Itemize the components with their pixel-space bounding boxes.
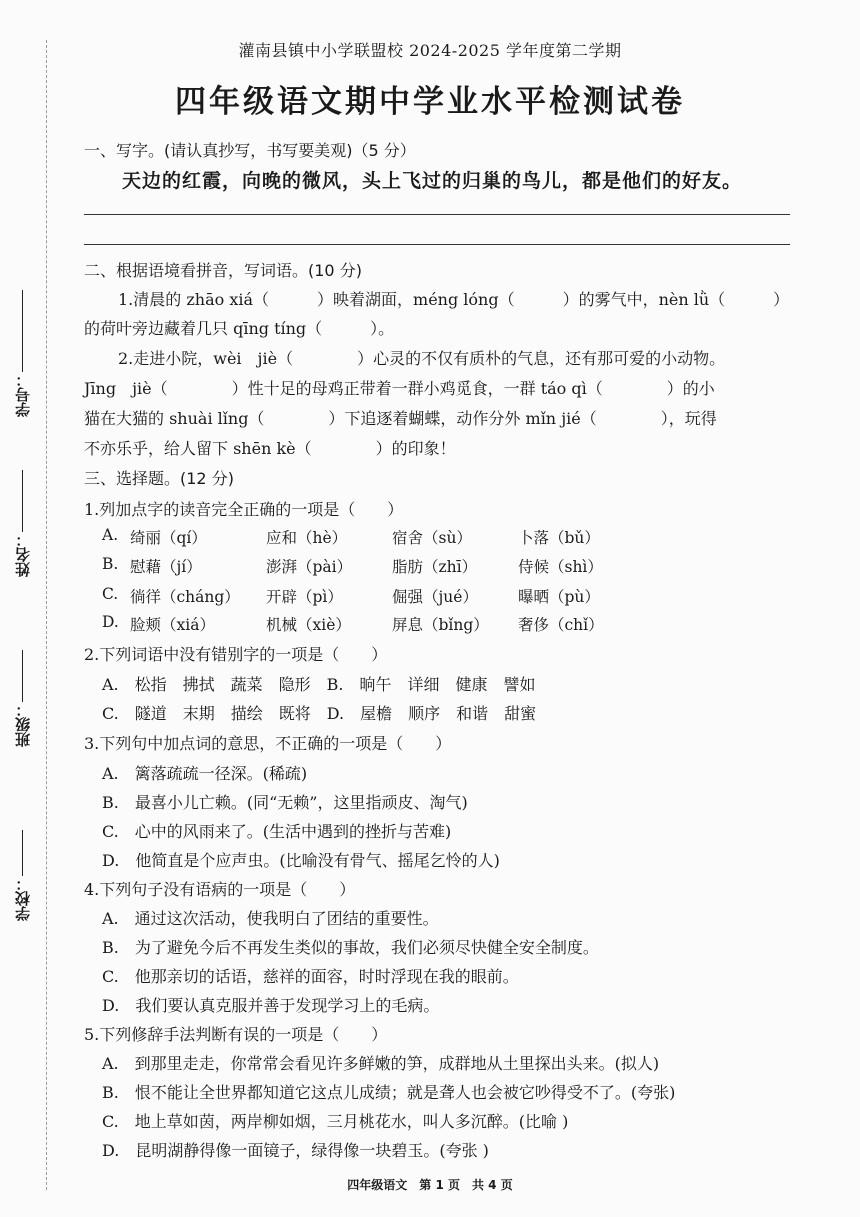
question-1-stem: 1.列加点字的读音完全正确的一项是（ ） (84, 500, 404, 519)
exam-subtitle: 灌南县镇中小学联盟校 2024-2025 学年度第二学期 (238, 41, 622, 60)
question-4-option-c[interactable]: C. 他那亲切的话语，慈祥的面容，时时浮现在我的眼前。 (102, 967, 519, 986)
school-label: 学校： (13, 876, 32, 921)
question-4-option-d[interactable]: D. 我们要认真克服并善于发现学习上的毛病。 (102, 996, 440, 1015)
question-3-option-b[interactable]: B. 最喜小儿亡赖。(同“无赖”，这里指顽皮、淘气) (102, 793, 468, 812)
pinyin-line-1: 1.清晨的 zhāo xiá（ ）映着湖面，méng lóng（ ）的雾气中，nèn lǜ（ ） (118, 290, 790, 309)
question-3-option-a[interactable]: A. 篱落疏疏一径深。(稀疏) (102, 764, 308, 783)
class-label: 班级： (13, 702, 32, 747)
copy-sentence: 天边的红霞，向晚的微风，头上飞过的归巢的鸟儿，都是他们的好友。 (122, 170, 743, 192)
student-id-field (10, 290, 34, 417)
question-2-options-cd[interactable]: C. 隧道 末期 描绘 既将 D. 屋檐 顺序 和谐 甜蜜 (102, 704, 537, 723)
question-1-option-c[interactable]: C. 徜徉（cháng） 开辟（pì） 倔强（jué） 曝晒（pù） (102, 585, 600, 606)
name-field (10, 470, 34, 577)
question-2-stem: 2.下列词语中没有错别字的一项是（ ） (84, 645, 388, 664)
class-field (10, 650, 34, 747)
writing-line-1[interactable] (84, 214, 790, 215)
question-3-option-c[interactable]: C. 心中的风雨来了。(生活中遇到的挫折与苦难) (102, 822, 452, 841)
school-field (10, 830, 34, 921)
question-5-option-b[interactable]: B. 恨不能让全世界都知道它这点儿成绩；就是聋人也会被它吵得受不了。(夸张) (102, 1083, 676, 1102)
student-id-blank (22, 290, 23, 372)
student-id-label: 学号： (13, 372, 32, 417)
question-4-option-b[interactable]: B. 为了避免今后不再发生类似的事故，我们必须尽快健全安全制度。 (102, 938, 599, 957)
question-3-option-d[interactable]: D. 他简直是个应声虫。(比喻没有骨气、摇尾乞怜的人) (102, 851, 500, 870)
question-3-stem: 3.下列句中加点词的意思，不正确的一项是（ ） (84, 734, 452, 753)
question-2-options-ab[interactable]: A. 松指 拂拭 蔬菜 隐形 B. 晌午 详细 健康 譬如 (102, 675, 536, 694)
writing-line-2[interactable] (84, 244, 790, 245)
page-footer: 四年级语文 第 1 页 共 4 页 (347, 1178, 513, 1192)
section-1-heading: 一、写字。(请认真抄写，书写要美观)（5 分） (84, 141, 416, 160)
question-5-option-a[interactable]: A. 到那里走走，你常常会看见许多鲜嫩的笋，成群地从土里探出头来。(拟人) (102, 1054, 660, 1073)
question-5-option-c[interactable]: C. 地上草如茵，两岸柳如烟，三月桃花水，叫人多沉醉。(比喻 ) (102, 1112, 569, 1131)
question-5-stem: 5.下列修辞手法判断有误的一项是（ ） (84, 1025, 388, 1044)
question-1-option-b[interactable]: B. 慰藉（jí） 澎湃（pài） 脂肪（zhī） 侍候（shì） (102, 555, 603, 576)
pinyin-line-3: 2.走进小院，wèi jiè（ ）心灵的不仅有质朴的气息，还有那可爱的小动物。 (118, 349, 726, 368)
question-5-option-d[interactable]: D. 昆明湖静得像一面镜子，绿得像一块碧玉。(夸张 ) (102, 1141, 489, 1160)
question-1-option-a[interactable]: A. 绮丽（qí） 应和（hè） 宿舍（sù） 卜落（bǔ） (102, 526, 600, 547)
school-blank (22, 830, 23, 876)
name-blank (22, 470, 23, 532)
pinyin-line-6: 不亦乐乎，给人留下 shēn kè（ ）的印象！ (84, 439, 456, 458)
pinyin-line-4: Jīng jiè（ ）性十足的母鸡正带着一群小鸡觅食，一群 táo qì（ ）的小 (84, 379, 715, 398)
pinyin-line-5: 猫在大猫的 shuài lǐng（ ）下追逐着蝴蝶，动作分外 mǐn jié（ ），玩得 (84, 409, 717, 428)
name-label: 姓名： (13, 532, 32, 577)
class-blank (22, 650, 23, 702)
question-4-stem: 4.下列句子没有语病的一项是（ ） (84, 880, 356, 899)
question-1-option-d[interactable]: D. 脸颊（xiá） 机械（xiè） 屏息（bǐng） 奢侈（chǐ） (102, 613, 604, 634)
exam-title: 四年级语文期中学业水平检测试卷 (175, 84, 685, 120)
section-3-heading: 三、选择题。(12 分) (84, 469, 234, 488)
section-2-heading: 二、根据语境看拼音，写词语。(10 分) (84, 261, 362, 280)
question-4-option-a[interactable]: A. 通过这次活动，使我明白了团结的重要性。 (102, 909, 439, 928)
binding-dashed-line (46, 40, 47, 1190)
pinyin-line-2: 的荷叶旁边藏着几只 qīng tíng（ ）。 (84, 319, 395, 338)
